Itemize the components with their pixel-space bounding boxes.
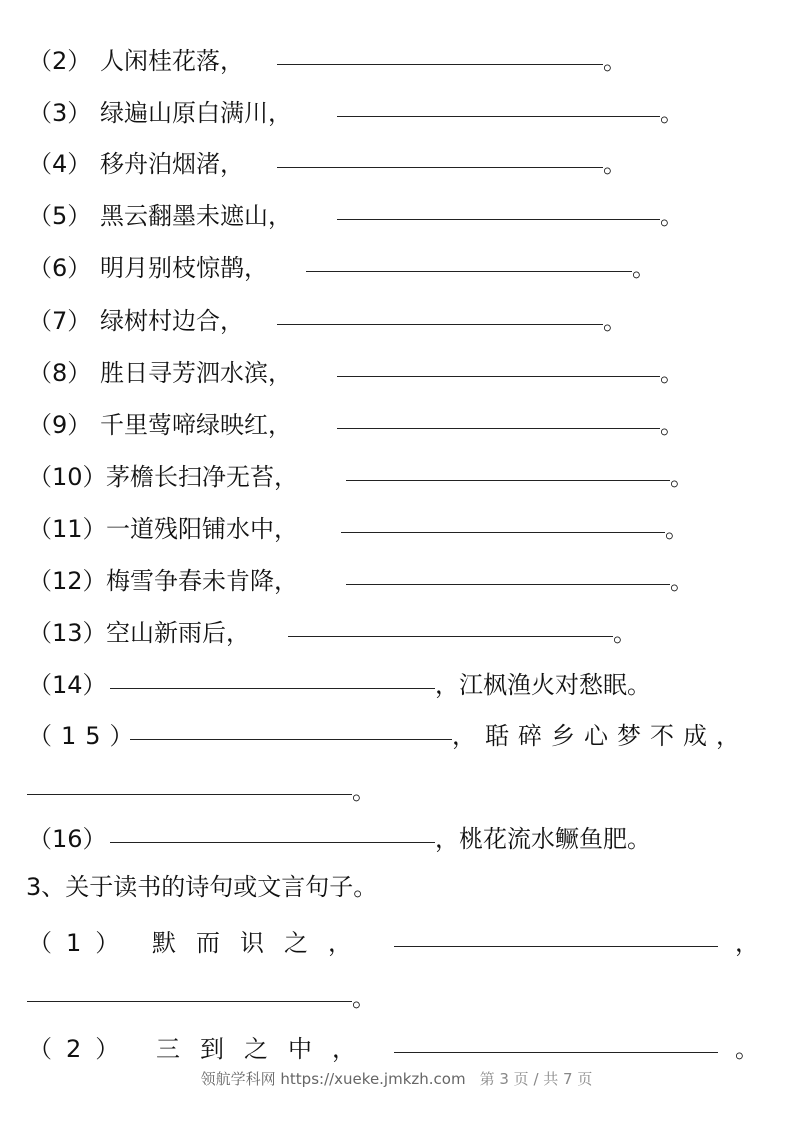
answer-blank[interactable]: [337, 408, 660, 429]
period: 。: [670, 463, 694, 491]
period: 。: [603, 150, 627, 178]
answer-blank[interactable]: [337, 356, 660, 377]
answer-blank[interactable]: [130, 719, 452, 740]
item-number: （12）: [28, 567, 107, 595]
comma: ，: [735, 929, 759, 957]
answer-blank[interactable]: [394, 926, 718, 947]
item-number: （13）: [28, 619, 107, 647]
item-number: （9）: [28, 411, 92, 439]
footer-page-number: 第 3 页 / 共 7 页: [479, 1070, 593, 1088]
period: 。: [670, 567, 694, 595]
item-number: （5）: [28, 202, 92, 230]
poem-line: 三到之中，: [156, 1035, 376, 1063]
item-number: （2）: [28, 1035, 134, 1063]
item-number: （4）: [28, 150, 92, 178]
poem-line: 移舟泊烟渚，: [100, 150, 244, 178]
answer-blank[interactable]: [346, 460, 670, 481]
poem-line: ，桃花流水鳜鱼肥。: [435, 825, 651, 853]
answer-blank[interactable]: [110, 668, 435, 689]
section-heading: 3、关于读书的诗句或文言句子。: [26, 873, 378, 901]
item-number: （15）: [28, 722, 143, 750]
answer-blank[interactable]: [306, 251, 632, 272]
item-number: （11）: [28, 515, 107, 543]
poem-line: ，江枫渔火对愁眠。: [435, 671, 651, 699]
answer-blank[interactable]: [394, 1032, 718, 1053]
period: 。: [352, 777, 376, 805]
poem-line: 人闲桂花落，: [100, 47, 244, 75]
answer-blank[interactable]: [288, 616, 613, 637]
period: 。: [352, 984, 376, 1012]
item-number: （3）: [28, 99, 92, 127]
period: 。: [603, 47, 627, 75]
item-number: （8）: [28, 359, 92, 387]
period: 。: [632, 254, 656, 282]
poem-line: 胜日寻芳泗水滨，: [100, 359, 292, 387]
period: 。: [660, 359, 684, 387]
period: 。: [613, 619, 637, 647]
answer-blank[interactable]: [110, 822, 435, 843]
answer-blank[interactable]: [27, 981, 352, 1002]
answer-blank[interactable]: [277, 44, 603, 65]
answer-blank[interactable]: [337, 199, 660, 220]
period: 。: [660, 202, 684, 230]
poem-line: 绿遍山原白满川，: [100, 99, 292, 127]
item-number: （14）: [28, 671, 107, 699]
period: 。: [660, 99, 684, 127]
item-number: （10）: [28, 463, 107, 491]
period: 。: [665, 515, 689, 543]
poem-line: 千里莺啼绿映红，: [100, 411, 292, 439]
poem-line: 明月别枝惊鹊，: [100, 254, 268, 282]
answer-blank[interactable]: [27, 774, 352, 795]
period: 。: [735, 1035, 759, 1063]
item-number: （2）: [28, 47, 92, 75]
poem-line: 一道残阳铺水中，: [106, 515, 298, 543]
poem-line: 梅雪争春未肯降，: [106, 567, 298, 595]
item-number: （16）: [28, 825, 107, 853]
poem-line: ，聒碎乡心梦不成，: [452, 722, 749, 750]
answer-blank[interactable]: [277, 304, 603, 325]
poem-line: 空山新雨后，: [106, 619, 250, 647]
item-number: （1）: [28, 929, 134, 957]
poem-line: 默而识之，: [152, 929, 372, 957]
answer-blank[interactable]: [341, 512, 665, 533]
period: 。: [660, 411, 684, 439]
poem-line: 绿树村边合，: [100, 307, 244, 335]
footer: [0, 1068, 793, 1089]
answer-blank[interactable]: [346, 564, 670, 585]
answer-blank[interactable]: [277, 147, 603, 168]
poem-line: 黑云翻墨未遮山，: [100, 202, 292, 230]
poem-line: 茅檐长扫净无苔，: [106, 463, 298, 491]
footer-site: 领航学科网 https://xueke.jmkzh.com: [200, 1070, 466, 1088]
item-number: （7）: [28, 307, 92, 335]
answer-blank[interactable]: [337, 96, 660, 117]
item-number: （6）: [28, 254, 92, 282]
period: 。: [603, 307, 627, 335]
